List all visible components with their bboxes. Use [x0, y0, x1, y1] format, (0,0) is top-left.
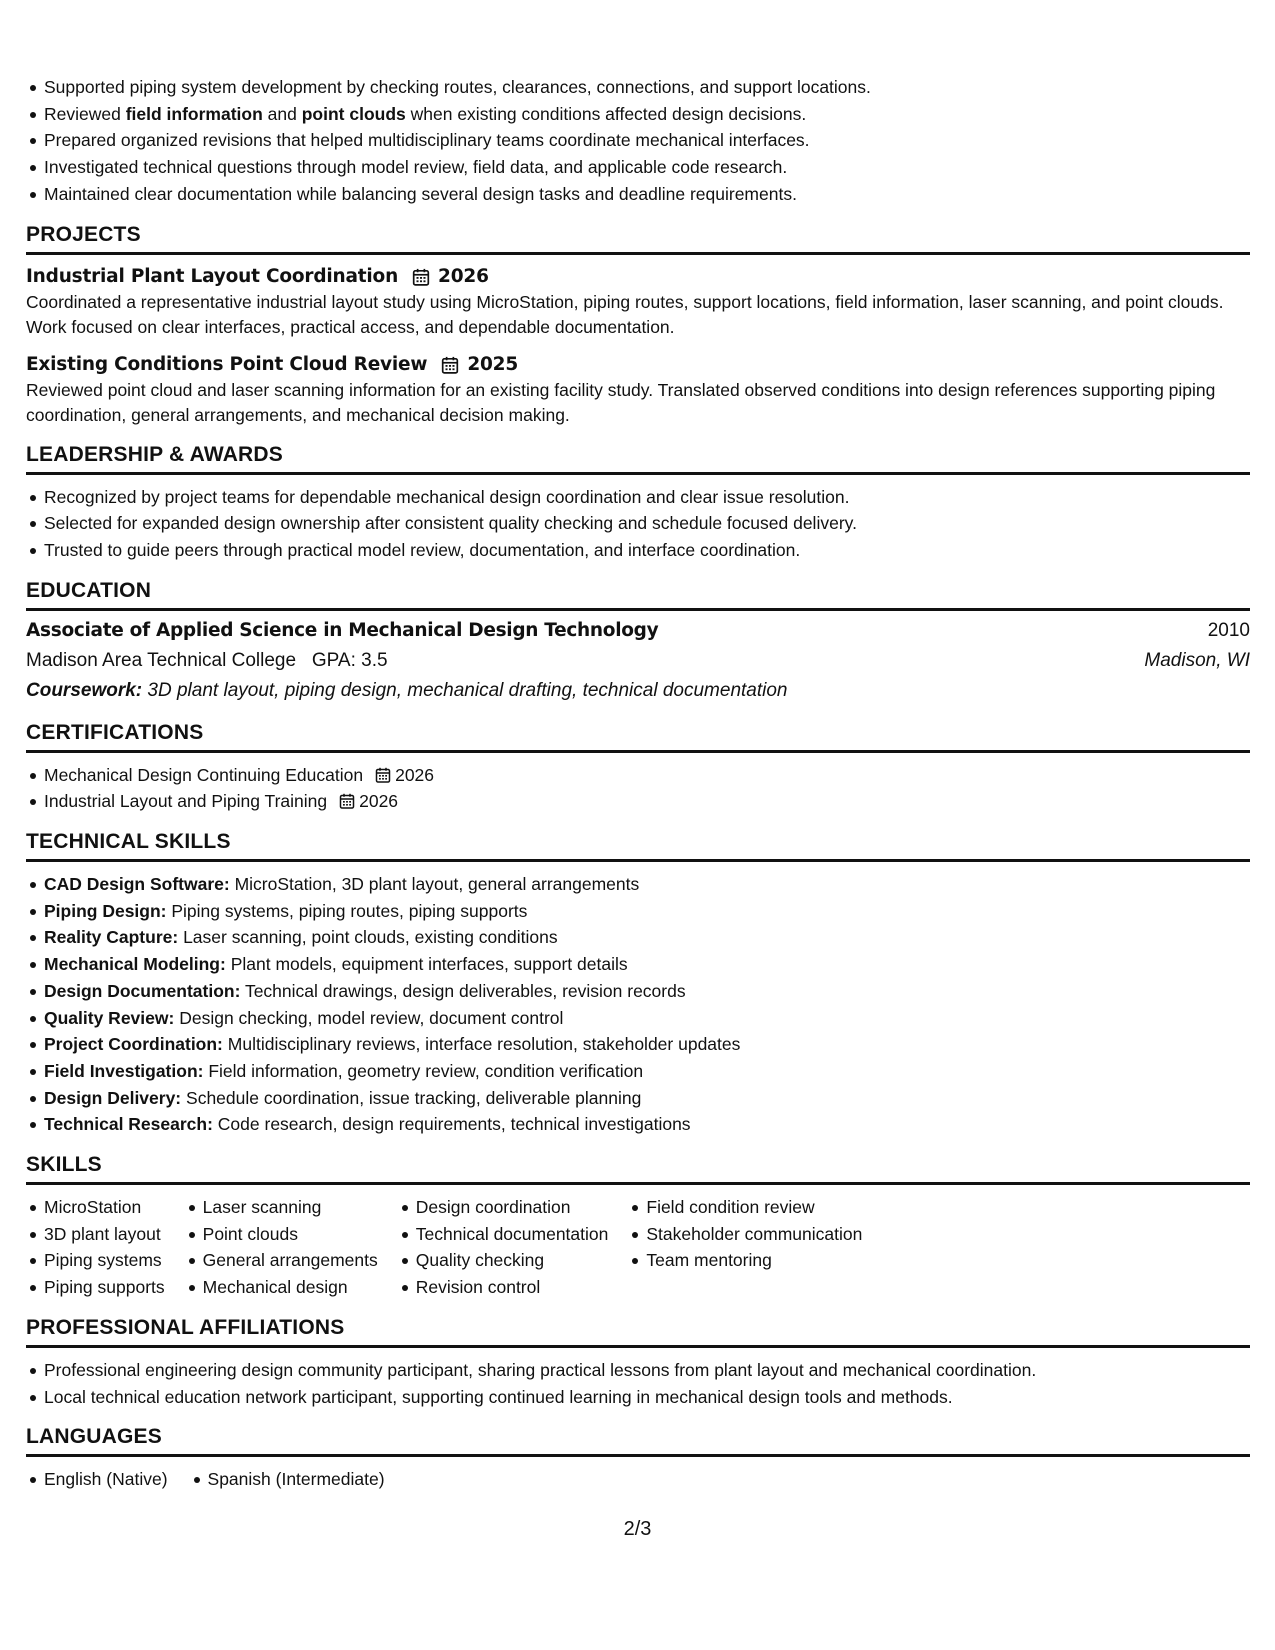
skills-column: [26, 1194, 165, 1301]
page-number: 2/3: [623, 1518, 652, 1540]
list-item: Local technical education network participant, supporting continued learning in mechanical design tools and methods.: [44, 1384, 1250, 1411]
list-item: Laser scanning: [203, 1194, 378, 1221]
coursework: Coursework: 3D plant layout, piping design, mechanical drafting, technical documentation: [26, 679, 788, 701]
list-item: General arrangements: [203, 1247, 378, 1274]
list-item: CAD Design Software: MicroStation, 3D plant layout, general arrangements: [44, 871, 1250, 898]
list-item: Recognized by project teams for dependable mechanical design coordination and clear issue resolution.: [44, 484, 1250, 511]
skills-column: [398, 1194, 609, 1301]
project-title: Industrial Plant Layout Coordination 2026: [26, 265, 489, 287]
section-title: LANGUAGES: [26, 1410, 1250, 1457]
list-item: Field Investigation: Field information, geometry review, condition verification: [44, 1058, 1250, 1085]
list-item: Point clouds: [203, 1221, 378, 1248]
list-item: Technical documentation: [416, 1221, 609, 1248]
list-item: Prepared organized revisions that helped multidisciplinary teams coordinate mechanical interfaces.: [44, 127, 1250, 154]
list-item: Maintained clear documentation while balancing several design tasks and deadline requirements.: [44, 181, 1250, 208]
section-title: LEADERSHIP & AWARDS: [26, 428, 1250, 475]
skills-column: [185, 1194, 378, 1301]
list-item: Quality checking: [416, 1247, 609, 1274]
section-title: SKILLS: [26, 1138, 1250, 1185]
calendar-icon: [339, 793, 355, 809]
list-item: Quality Review: Design checking, model review, document control: [44, 1005, 1250, 1032]
list-item: Supported piping system development by checking routes, clearances, connections, and support locations.: [44, 74, 1250, 101]
list-item: English (Native): [44, 1466, 168, 1493]
calendar-icon: [375, 767, 391, 783]
list-item: Industrial Layout and Piping Training 2026: [44, 788, 1250, 815]
list-item: Piping Design: Piping systems, piping routes, piping supports: [44, 898, 1250, 925]
list-item: MicroStation: [44, 1194, 165, 1221]
degree: Associate of Applied Science in Mechanical Design Technology: [26, 619, 659, 641]
list-item: Field condition review: [646, 1194, 862, 1221]
list-item: 3D plant layout: [44, 1221, 165, 1248]
list-item: Project Coordination: Multidisciplinary reviews, interface resolution, stakeholder updates: [44, 1031, 1250, 1058]
list-item: Design coordination: [416, 1194, 609, 1221]
affiliations-section: [26, 1301, 1250, 1410]
calendar-icon: [441, 356, 459, 374]
calendar-icon: [412, 268, 430, 286]
languages-section: [26, 1410, 1250, 1493]
list-item: Reviewed field information and point clouds when existing conditions affected design decisions.: [44, 101, 1250, 128]
certifications-section: [26, 706, 1250, 815]
project-description: Reviewed point cloud and laser scanning information for an existing facility study. Translated observed conditions into design references supporting piping coordination, general arrangements, and mechanical decision making.: [26, 379, 1216, 425]
list-item: Piping systems: [44, 1247, 165, 1274]
list-item: Revision control: [416, 1274, 609, 1301]
list-item: Reality Capture: Laser scanning, point clouds, existing conditions: [44, 924, 1250, 951]
section-title: TECHNICAL SKILLS: [26, 815, 1250, 862]
skills-column: [628, 1194, 862, 1301]
section-title: PROJECTS: [26, 208, 1250, 255]
project-title: Existing Conditions Point Cloud Review 2025: [26, 353, 519, 375]
list-item: Stakeholder communication: [646, 1221, 862, 1248]
skills-section: [26, 1138, 1250, 1301]
list-item: Design Documentation: Technical drawings, design deliverables, revision records: [44, 978, 1250, 1005]
section-title: EDUCATION: [26, 564, 1250, 611]
section-title: PROFESSIONAL AFFILIATIONS: [26, 1301, 1250, 1348]
graduation-year: 2010: [1207, 619, 1250, 641]
project-description: Coordinated a representative industrial layout study using MicroStation, piping routes, support locations, field information, laser scanning, and point clouds. Work focused on clear interfaces, practical access, and dependable documentation.: [26, 291, 1224, 337]
projects-section: [26, 208, 1250, 428]
leadership-section: [26, 428, 1250, 564]
list-item: Spanish (Intermediate): [208, 1466, 385, 1493]
list-item: Piping supports: [44, 1274, 165, 1301]
list-item: Investigated technical questions through model review, field data, and applicable code research.: [44, 154, 1250, 181]
school-location: Madison, WI: [1144, 649, 1250, 671]
list-item: Design Delivery: Schedule coordination, issue tracking, deliverable planning: [44, 1085, 1250, 1112]
section-title: CERTIFICATIONS: [26, 706, 1250, 753]
list-item: Mechanical Design Continuing Education 2026: [44, 762, 1250, 789]
list-item: Technical Research: Code research, design requirements, technical investigations: [44, 1111, 1250, 1138]
list-item: Team mentoring: [646, 1247, 862, 1274]
education-section: [26, 564, 1250, 706]
resume-page: [26, 74, 1250, 1493]
technical-skills-section: [26, 815, 1250, 1138]
list-item: Trusted to guide peers through practical model review, documentation, and interface coordination.: [44, 537, 1250, 564]
school-name: Madison Area Technical College GPA: 3.5: [26, 649, 388, 671]
gpa: GPA: 3.5: [311, 649, 388, 671]
list-item: Mechanical design: [203, 1274, 378, 1301]
list-item: Selected for expanded design ownership after consistent quality checking and schedule focused delivery.: [44, 510, 1250, 537]
list-item: Mechanical Modeling: Plant models, equipment interfaces, support details: [44, 951, 1250, 978]
experience-bullets: [26, 74, 1250, 208]
list-item: Professional engineering design community participant, sharing practical lessons from plant layout and mechanical coordination.: [44, 1357, 1250, 1384]
